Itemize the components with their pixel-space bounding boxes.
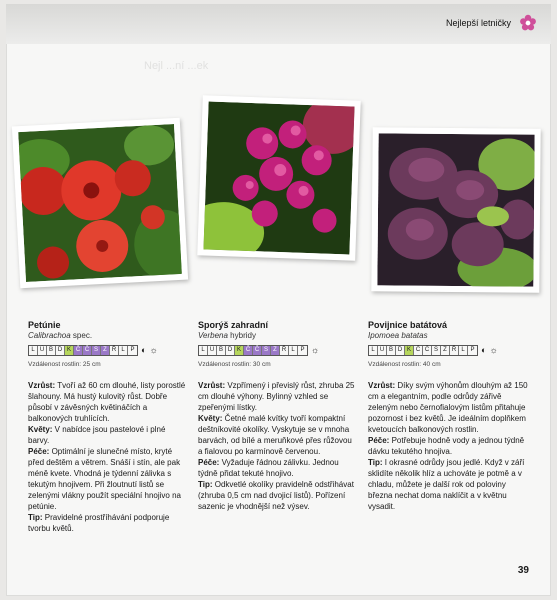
bloom-calendar xyxy=(198,344,358,356)
sun-icon: ☼ xyxy=(311,344,320,355)
month-cell: L xyxy=(29,346,38,355)
paragraph-text: Tvoří až 60 cm dlouhé, listy porostlé šlahouny. Má hustý kulovitý růst. Dobře působí v závěsných květináčích a balkonových truhlících. xyxy=(28,381,186,423)
month-cell: L xyxy=(119,346,128,355)
description-paragraph xyxy=(368,457,528,512)
month-cell: S xyxy=(92,346,101,355)
month-cell: D xyxy=(396,346,405,355)
description-paragraph xyxy=(198,479,358,512)
paragraph-label: Péče: xyxy=(368,436,390,445)
month-cell: L xyxy=(369,346,378,355)
description-paragraph xyxy=(28,380,188,424)
month-cell: B xyxy=(217,346,226,355)
plant-description xyxy=(28,380,188,534)
description-paragraph xyxy=(198,380,358,413)
plant-spacing: Vzdálenost rostlin: 40 cm xyxy=(368,361,441,368)
paragraph-label: Vzrůst: xyxy=(28,381,56,390)
month-cell: Z xyxy=(271,346,280,355)
month-cell: Č xyxy=(244,346,253,355)
month-cell: Z xyxy=(101,346,110,355)
description-paragraph xyxy=(198,457,358,479)
month-cell: Č xyxy=(253,346,262,355)
description-paragraph xyxy=(28,424,188,446)
plant-name: Petúnie xyxy=(28,320,61,330)
bloom-calendar xyxy=(368,344,528,356)
month-cell: L xyxy=(459,346,468,355)
month-cell: Ú xyxy=(208,346,217,355)
month-cell: Ú xyxy=(378,346,387,355)
paragraph-label: Tip: xyxy=(28,513,43,522)
partial-sun-icon: ◐ xyxy=(141,344,147,355)
faint-bleedthrough-title: Nejl ...ní ...ek xyxy=(144,60,209,72)
paragraph-text: Optimální je slunečné místo, kryté před deštěm a větrem. Snáší i stín, ale pak méně kvete. Vhodná je týdenní zálivka s tekutým hnojivem. Při žloutnutí listů se zelenými vlákny použít speciální hnojivo na petúnie. xyxy=(28,447,181,511)
section-title: Nejlepší letničky xyxy=(445,18,511,28)
month-cell: B xyxy=(47,346,56,355)
paragraph-label: Vzrůst: xyxy=(368,381,396,390)
partial-sun-icon: ◐ xyxy=(481,344,487,355)
plant-name: Sporýš zahradní xyxy=(198,320,269,330)
description-paragraph xyxy=(368,380,528,435)
paragraph-label: Péče: xyxy=(28,447,50,456)
month-cell: Č xyxy=(423,346,432,355)
month-cell: Č xyxy=(414,346,423,355)
description-paragraph xyxy=(28,446,188,512)
paragraph-label: Květy: xyxy=(28,425,53,434)
paragraph-label: Vzrůst: xyxy=(198,381,226,390)
month-cell: P xyxy=(470,346,475,353)
plant-latin-name: Verbena hybridy xyxy=(198,331,256,340)
plant-description xyxy=(368,380,528,512)
month-cell: B xyxy=(387,346,396,355)
plant-description xyxy=(198,380,358,512)
month-strip xyxy=(368,345,478,356)
month-cell: Ř xyxy=(280,346,289,355)
ipomoea-photo xyxy=(371,127,540,292)
plant-latin-name: Calibrachoa spec. xyxy=(28,331,93,340)
description-paragraph xyxy=(28,512,188,534)
month-cell: Č xyxy=(83,346,92,355)
description-paragraph xyxy=(368,435,528,457)
month-cell: Č xyxy=(74,346,83,355)
plant-entry-petunia xyxy=(28,320,188,534)
petunia-photo xyxy=(12,118,188,289)
plant-entry-verbena xyxy=(198,320,358,512)
paragraph-text: V nabídce jsou pastelové i plné barvy. xyxy=(28,425,166,445)
month-cell: S xyxy=(262,346,271,355)
page-number: 39 xyxy=(517,565,529,576)
plant-name: Povijnice batátová xyxy=(368,320,448,330)
month-cell: Ú xyxy=(38,346,47,355)
paragraph-text: Vyžaduje řádnou zálivku. Jednou týdně přidat tekuté hnojivo. xyxy=(198,458,339,478)
plant-spacing: Vzdálenost rostlin: 25 cm xyxy=(28,361,101,368)
month-strip xyxy=(28,345,138,356)
month-cell: Ř xyxy=(110,346,119,355)
paragraph-text: Odkvetlé okolíky pravidelně odstřihávat (zhruba 0,5 cm nad dvojicí listů). Pořízení sazenic je vhodnější než výsev. xyxy=(198,480,354,511)
paragraph-label: Péče: xyxy=(198,458,220,467)
paragraph-text: I okrasné odrůdy jsou jedlé. Když v září sklidíte několik hlíz a uchováte je potmě a v chladu, můžete je další rok od poloviny března nechat doma naklíčit a v květnu vysadit. xyxy=(368,458,525,511)
month-cell: L xyxy=(289,346,298,355)
plant-entry-ipomoea xyxy=(368,320,528,512)
month-cell: K xyxy=(65,346,74,355)
paragraph-text: Potřebuje hodně vody a jednou týdně dávku tekutého hnojiva. xyxy=(368,436,525,456)
month-cell: Z xyxy=(441,346,450,355)
month-cell: L xyxy=(199,346,208,355)
paragraph-label: Tip: xyxy=(198,480,213,489)
description-paragraph xyxy=(198,413,358,457)
paragraph-text: Vzpřímený i převislý růst, zhruba 25 cm dlouhé výhony. Bylinný vzhled se zpeřenými lístky. xyxy=(198,381,355,412)
bloom-calendar xyxy=(28,344,188,356)
month-cell: Ř xyxy=(450,346,459,355)
verbena-photo xyxy=(197,95,360,260)
paragraph-text: Díky svým výhonům dlouhým až 150 cm a elegantním, podle odrůdy zářivě zeleným nebo černofialovým listům přitahuje pozornost i bez květů. Je ideálním doplňkem kvetoucích balkonových rostlin. xyxy=(368,381,528,434)
month-cell: P xyxy=(300,346,305,353)
month-cell: D xyxy=(226,346,235,355)
paragraph-text: Četné malé kvítky tvoří kompaktní deštníkovité okolíky. Vyskytuje se v mnoha barvách, od bílé a meruňkové přes růžovou a fialovou po karmínově červenou. xyxy=(198,414,352,456)
month-cell: D xyxy=(56,346,65,355)
header-bar xyxy=(6,4,551,44)
flower-icon xyxy=(519,14,537,32)
plant-latin-name: Ipomoea batatas xyxy=(368,331,428,340)
month-strip xyxy=(198,345,308,356)
month-cell: K xyxy=(405,346,414,355)
month-cell: K xyxy=(235,346,244,355)
sun-icon: ☼ xyxy=(149,344,158,355)
month-cell: S xyxy=(432,346,441,355)
paragraph-label: Tip: xyxy=(368,458,383,467)
paragraph-text: Pravidelné prostříhávání podporuje tvorbu květů. xyxy=(28,513,170,533)
paragraph-label: Květy: xyxy=(198,414,223,423)
book-page xyxy=(6,4,551,596)
sun-icon: ☼ xyxy=(489,344,498,355)
month-cell: P xyxy=(130,346,135,353)
plant-spacing: Vzdálenost rostlin: 30 cm xyxy=(198,361,271,368)
